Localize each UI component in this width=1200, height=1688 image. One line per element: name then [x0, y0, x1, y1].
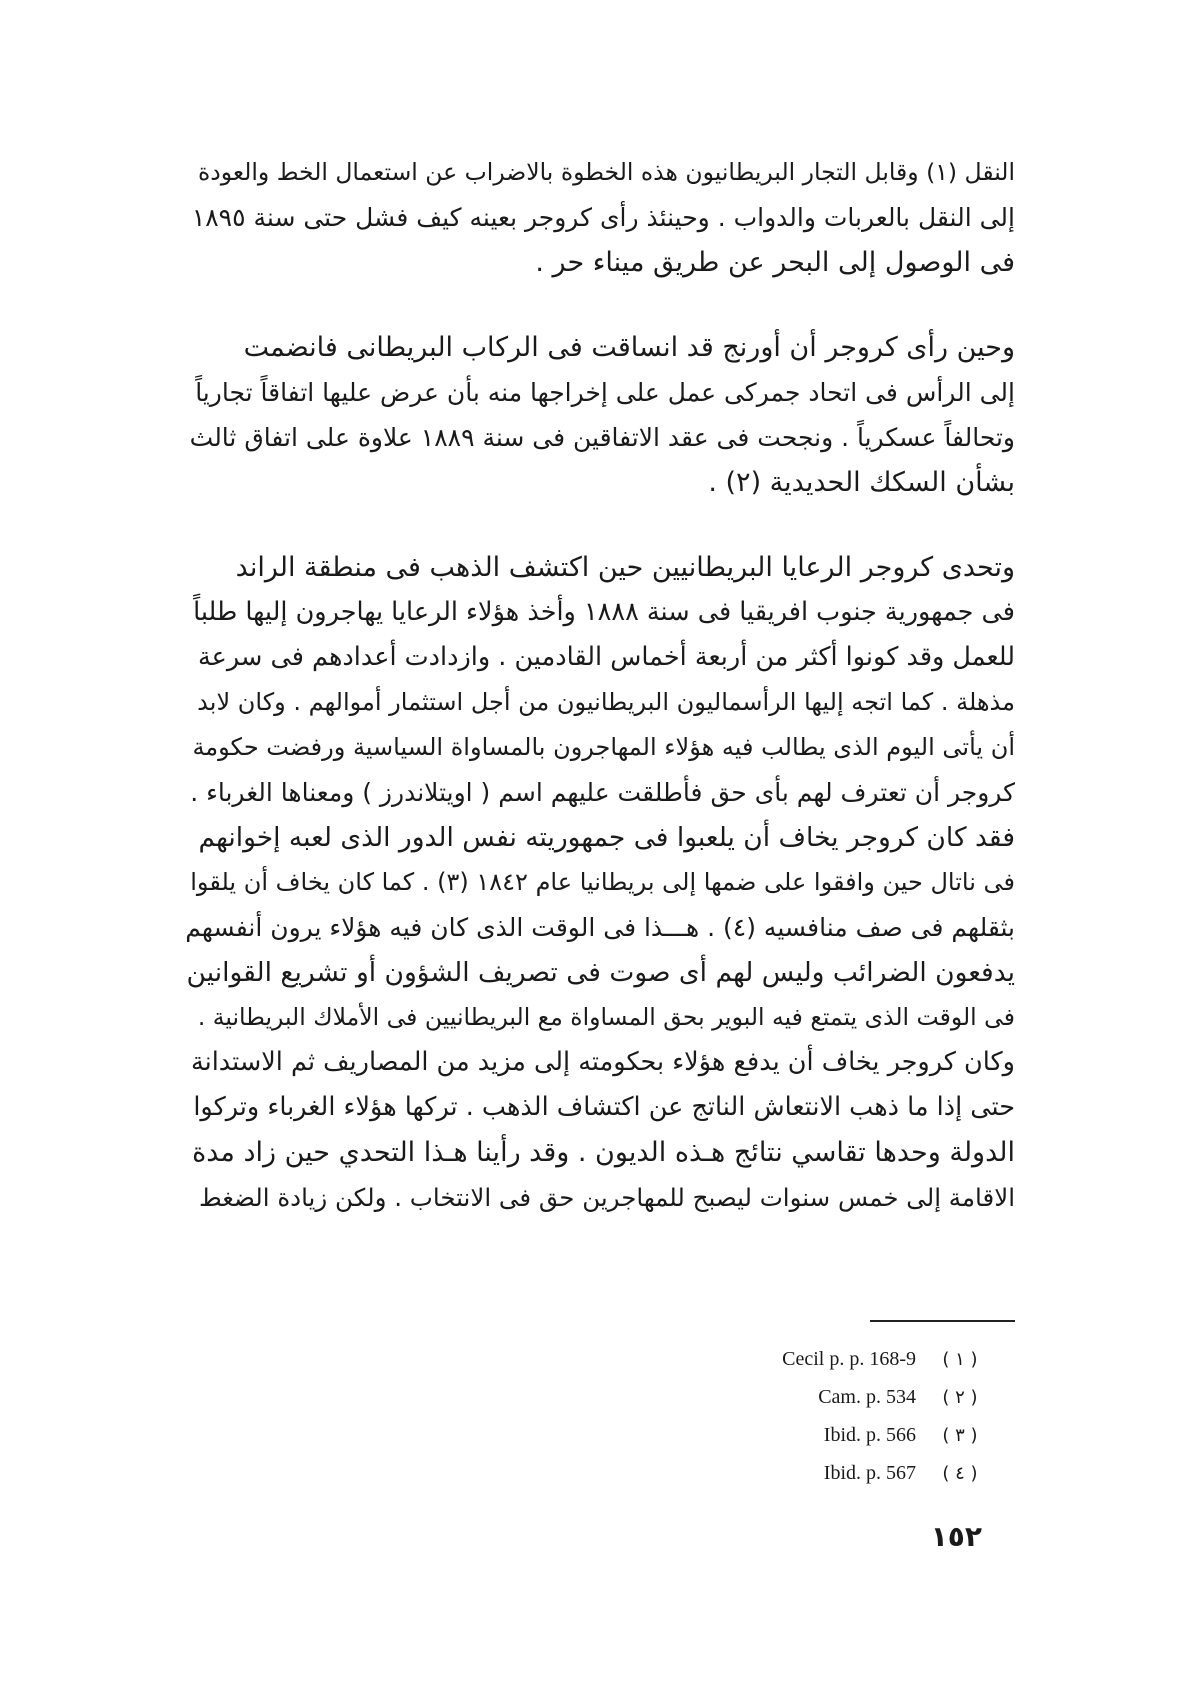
footnotes: [700, 1340, 990, 1492]
text-line: فقد كان كروجر يخاف أن يلعبوا فى جمهوريته نفس الدور الذى لعبه إخوانهم: [198, 822, 1015, 853]
text-line: كروجر أن تعترف لهم بأى حق فأطلقت عليهم اسم ( اويتلاندرز ) ومعناها الغرباء .: [190, 778, 1015, 807]
text-line: الاقامة إلى خمس سنوات ليصبح للمهاجرين حق فى الانتخاب . ولكن زيادة الضغط: [198, 1183, 1015, 1212]
text-line: مذهلة . كما اتجه إليها الرأسماليون البريطانيون من أجل استثمار أموالهم . وكان لابد: [197, 688, 1015, 716]
footnote-number: ( ٤ ): [942, 1462, 978, 1484]
page-number: ١٥٢: [930, 1520, 982, 1553]
footnote-reference: Cecil p. p. 168-9: [782, 1347, 916, 1370]
text-line: وكان كروجر يخاف أن يدفع هؤلاء بحكومته إلى مزيد من المصاريف ثم الاستدانة: [190, 1047, 1015, 1077]
text-line: إلى الرأس فى اتحاد جمركى عمل على إخراجها منه بأن عرض عليها اتفاقاً تجارياً: [195, 378, 1015, 407]
footnote-number: ( ٣ ): [942, 1424, 978, 1446]
text-line: وتحدى كروجر الرعايا البريطانيين حين اكتشف الذهب فى منطقة الراند: [235, 552, 1015, 583]
footnote-separator: [870, 1320, 1015, 1322]
footnote-reference: Cam. p. 534: [818, 1385, 916, 1408]
footnote-2: [700, 1378, 990, 1416]
footnote-3: [700, 1416, 990, 1454]
footnote-1: [700, 1340, 990, 1378]
text-line: يدفعون الضرائب وليس لهم أى صوت فى تصريف الشؤون أو تشريع القوانين: [186, 957, 1015, 988]
footnote-number: ( ١ ): [942, 1348, 978, 1370]
text-line: فى الوقت الذى يتمتع فيه البوير بحق المساواة مع البريطانيين فى الأملاك البريطانية .: [197, 1003, 1015, 1031]
text-line: وتحالفاً عسكرياً . ونجحت فى عقد الاتفاقين فى سنة ١٨٨٩ علاوة على اتفاق ثالث: [189, 423, 1015, 452]
text-line: أن يأتى اليوم الذى يطالب فيه هؤلاء المهاجرون بالمساواة السياسية ورفضت حكومة: [192, 733, 1015, 761]
paragraph-2: [185, 325, 1015, 505]
text-line: بشأن السكك الحديدية (٢) .: [708, 467, 1015, 498]
footnote-reference: Ibid. p. 567: [823, 1461, 916, 1484]
text-line: إلى النقل بالعربات والدواب . وحينئذ رأى كروجر بعينه كيف فشل حتى سنة ١٨٩٥: [191, 203, 1015, 232]
footnote-reference: Ibid. p. 566: [823, 1423, 916, 1446]
paragraph-3: [185, 545, 1015, 1220]
text-line: بثقلهم فى صف منافسيه (٤) . هـــذا فى الوقت الذى كان فيه هؤلاء يرون أنفسهم: [185, 913, 1015, 942]
text-line: فى ناتال حين وافقوا على ضمها إلى بريطانيا عام ١٨٤٢ (٣) . كما كان يخاف أن يلقوا: [190, 868, 1015, 896]
text-line: للعمل وقد كونوا أكثر من أربعة أخماس القادمين . وازدادت أعدادهم فى سرعة: [198, 642, 1015, 672]
text-line: فى الوصول إلى البحر عن طريق ميناء حر .: [535, 247, 1015, 278]
text-line: النقل (١) وقابل التجار البريطانيون هذه الخطوة بالاضراب عن استعمال الخط والعودة: [197, 158, 1015, 186]
text-line: وحين رأى كروجر أن أورنج قد انساقت فى الركاب البريطانى فانضمت: [243, 332, 1015, 363]
paragraph-1: [185, 150, 1015, 285]
text-line: فى جمهورية جنوب افريقيا فى سنة ١٨٨٨ وأخذ هؤلاء الرعايا يهاجرون إليها طلباً: [193, 597, 1015, 627]
footnote-4: [700, 1454, 990, 1492]
text-line: حتى إذا ما ذهب الانتعاش الناتج عن اكتشاف الذهب . تركها هؤلاء الغرباء وتركوا: [193, 1092, 1015, 1122]
text-line: الدولة وحدها تقاسي نتائج هـذه الديون . وقد رأينا هـذا التحدي حين زاد مدة: [192, 1137, 1015, 1168]
footnote-number: ( ٢ ): [942, 1386, 978, 1408]
